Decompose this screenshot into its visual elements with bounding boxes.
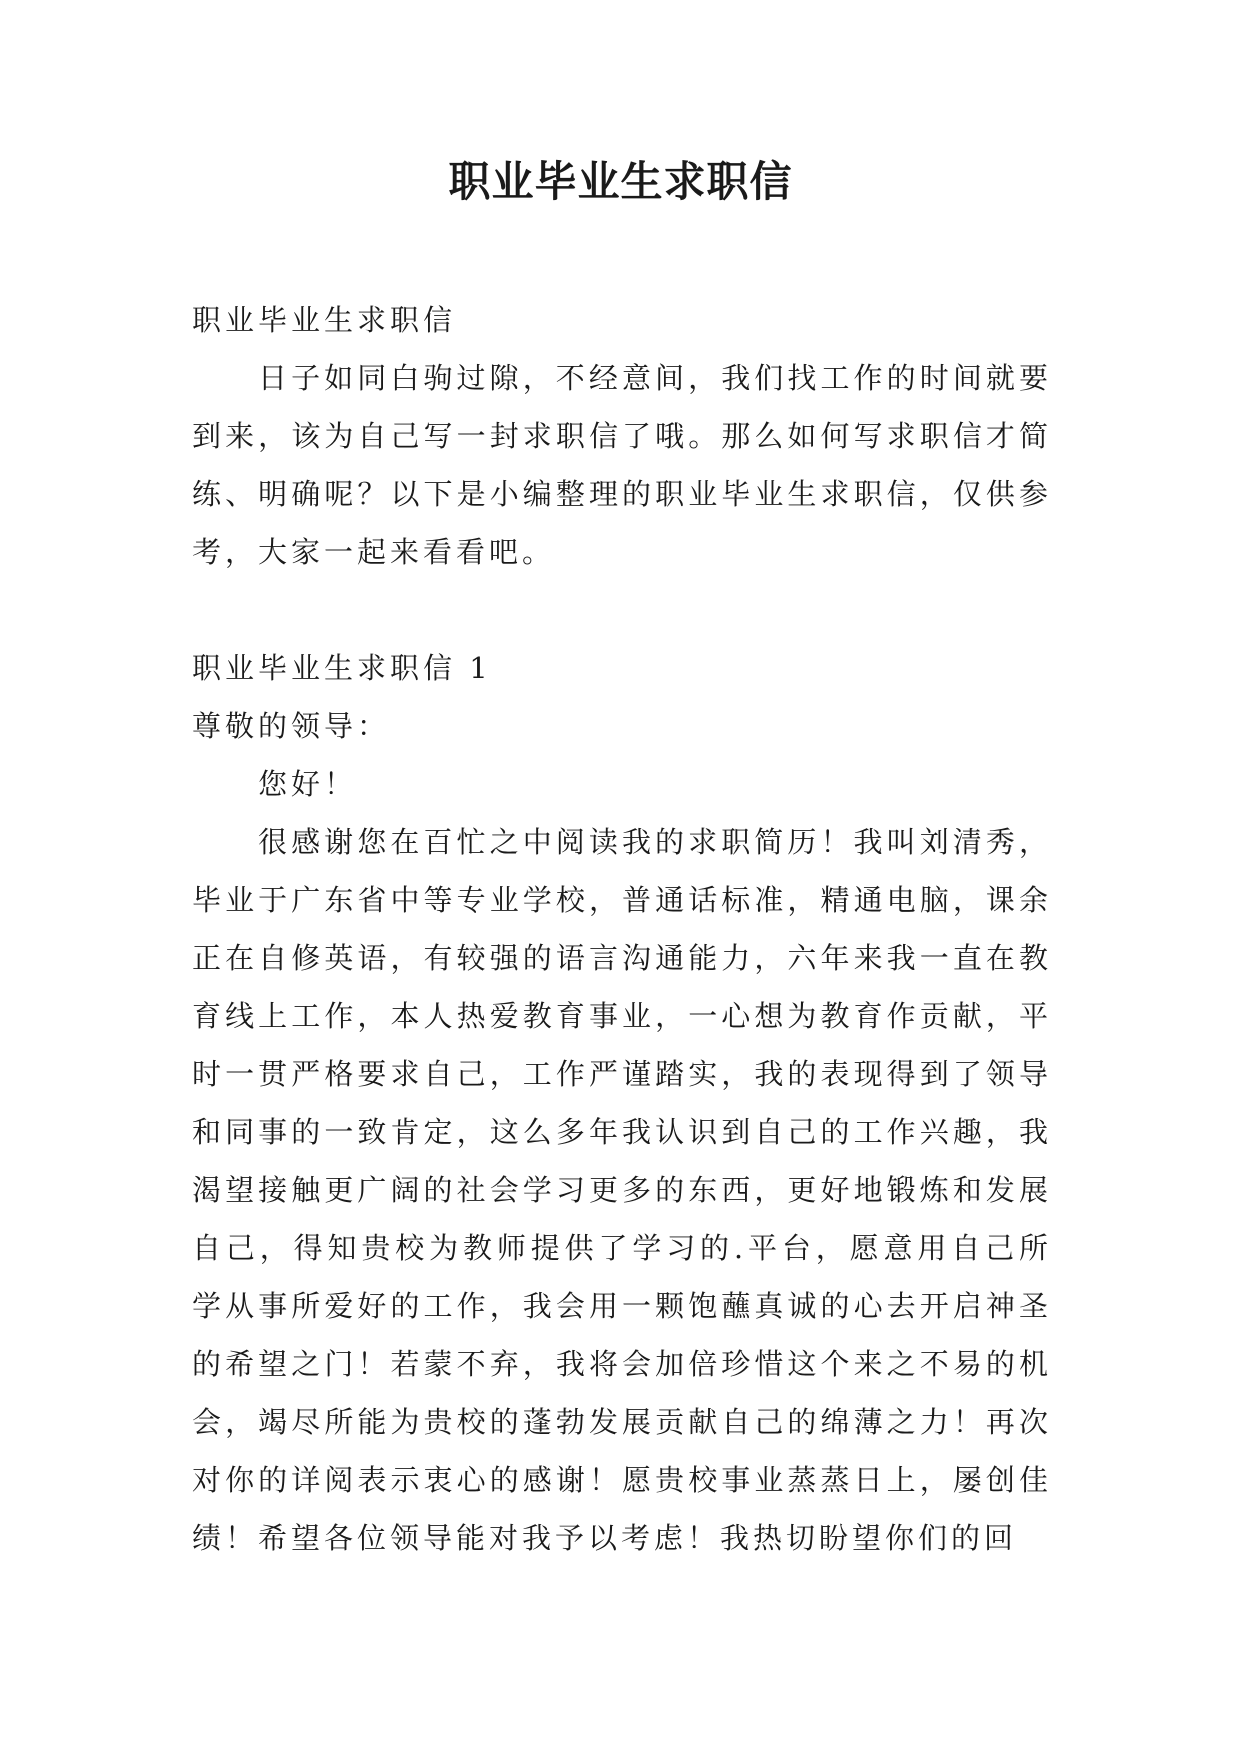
intro-paragraph: 日子如同白驹过隙，不经意间，我们找工作的时间就要到来，该为自己写一封求职信了哦。那么如何写求职信才简练、明确呢？以下是小编整理的职业毕业生求职信，仅供参考，大家一起来看看吧。	[192, 361, 1052, 569]
greeting: 您好！	[258, 767, 358, 801]
salutation: 尊敬的领导：	[192, 709, 391, 743]
letter-subtitle: 职业毕业生求职信 1	[192, 651, 492, 685]
header-line: 职业毕业生求职信	[192, 303, 457, 337]
main-paragraph: 很感谢您在百忙之中阅读我的求职简历！我叫刘清秀，毕业于广东省中等专业学校，普通话标准，精通电脑，课余正在自修英语，有较强的语言沟通能力，六年来我一直在教育线上工作，本人热爱教育事业，一心想为教育作贡献，平时一贯严格要求自己，工作严谨踏实，我的表现得到了领导和同事的一致肯定，这么多年我认识到自己的工作兴趣，我渴望接触更广阔的社会学习更多的东西，更好地锻炼和发展自己，得知贵校为教师提供了学习的.平台，愿意用自己所学从事所爱好的工作，我会用一颗饱蘸真诚的心去开启神圣的希望之门！若蒙不弃，我将会加倍珍惜这个来之不易的机会，竭尽所能为贵校的蓬勃发展贡献自己的绵薄之力！再次对你的详阅表示衷心的感谢！愿贵校事业蒸蒸日上，屡创佳绩！希望各位领导能对我予以考虑！我热切盼望你们的回	[192, 825, 1052, 1555]
document-title: 职业毕业生求职信	[448, 157, 793, 206]
